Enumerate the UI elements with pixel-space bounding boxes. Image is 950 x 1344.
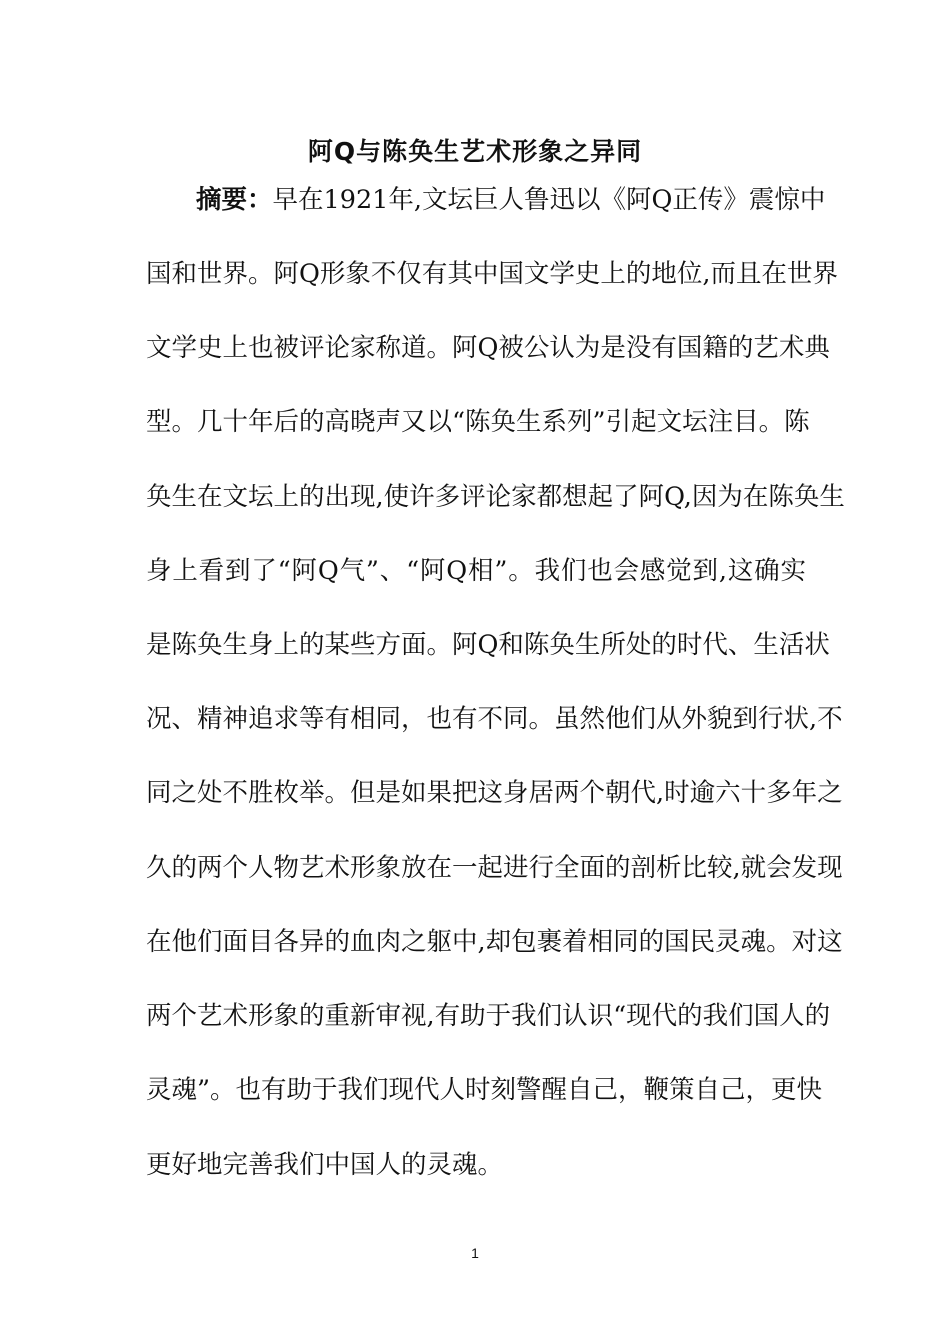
abstract-line-11: 在他们面目各异的血肉之躯中,却包裹着相同的国民灵魂。对这 — [146, 927, 843, 957]
abstract-line-10: 久的两个人物艺术形象放在一起进行全面的剖析比较,就会发现 — [146, 853, 843, 883]
abstract-line-5: 奂生在文坛上的出现,使许多评论家都想起了阿Q,因为在陈奂生 — [146, 482, 845, 512]
page-number: 1 — [471, 1245, 479, 1261]
abstract-line-2: 国和世界。阿Q形象不仅有其中国文学史上的地位,而且在世界 — [146, 259, 839, 289]
abstract-line-4: 型。几十年后的高晓声又以“陈奂生系列”引起文坛注目。陈 — [146, 407, 810, 437]
abstract-line-3: 文学史上也被评论家称道。阿Q被公认为是没有国籍的艺术典 — [146, 333, 830, 363]
abstract-line-1 — [196, 180, 826, 220]
abstract-line-12: 两个艺术形象的重新审视,有助于我们认识“现代的我们国人的 — [146, 1001, 831, 1031]
abstract-line-8: 况、精神追求等有相同，也有不同。虽然他们从外貌到行状,不 — [146, 704, 843, 734]
abstract-label: 摘要： — [196, 185, 273, 215]
abstract-line-9: 同之处不胜枚举。但是如果把这身居两个朝代,时逾六十多年之 — [146, 778, 843, 808]
abstract-line-13: 灵魂”。也有助于我们现代人时刻警醒自己，鞭策自己，更快 — [146, 1075, 823, 1105]
document-title: 阿Q与陈奂生艺术形象之异同 — [307, 137, 643, 166]
abstract-text: 早在1921年,文坛巨人鲁迅以《阿Q正传》震惊中 — [272, 185, 826, 215]
abstract-line-6: 身上看到了“阿Q气”、“阿Q相”。我们也会感觉到,这确实 — [146, 556, 806, 586]
abstract-line-7: 是陈奂生身上的某些方面。阿Q和陈奂生所处的时代、生活状 — [146, 630, 830, 660]
abstract-line-14: 更好地完善我们中国人的灵魂。 — [146, 1150, 504, 1180]
